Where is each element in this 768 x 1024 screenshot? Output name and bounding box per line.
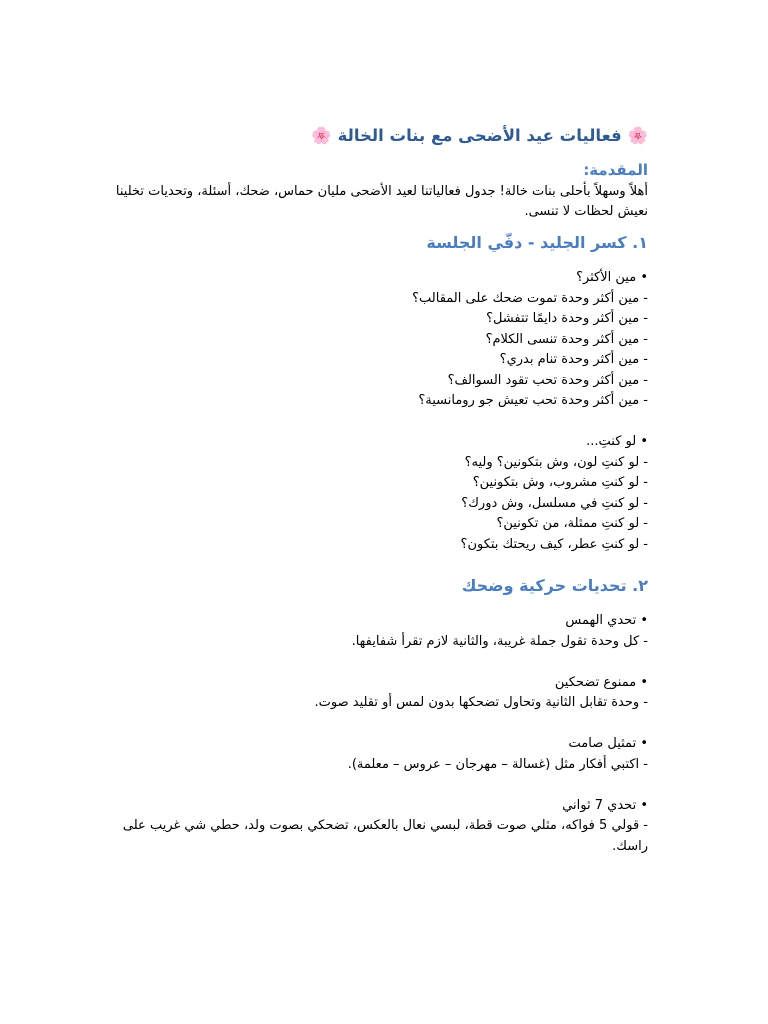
document-title: 🌸 فعاليات عيد الأضحى مع بنات الخالة 🌸 — [311, 126, 648, 145]
section2-body — [112, 611, 648, 857]
section1-heading: ١. كسر الجليد - دفّي الجلسة — [426, 233, 648, 252]
challenge-text: - كل وحدة تقول جملة غريبة، والثانية لازم تقرأ شفايفها. — [351, 633, 648, 649]
list-item: - مين أكثر وحدة تنام بدري؟ — [499, 352, 648, 367]
intro-paragraph: أهلاً وسهلاً بأحلى بنات خالة! جدول فعالياتنا لعيد الأضحى مليان حماس، ضحك، أسئلة، وتحديات تخلينا نعيش لحظات لا تنسى. — [115, 184, 648, 219]
list-item: - لو كنتِ ممثلة، من تكونين؟ — [496, 516, 648, 531]
document-body — [112, 118, 648, 857]
challenge-text: - اكتبي أفكار مثل (غسالة – مهرجان – عروس – معلمة). — [347, 756, 648, 772]
blank-line — [112, 652, 648, 673]
section1-body — [112, 268, 648, 555]
challenge-text: - قولي 5 فواكه، مثلي صوت قطة، لبسي نعال بالعكس، تضحكي بصوت ولد، حطي شي غريب على راسك. — [122, 818, 648, 854]
list-item: - مين أكثر وحدة دايمًا تتفشل؟ — [486, 311, 648, 326]
blank-line — [112, 775, 648, 796]
challenge-title: • تحدي 7 ثواني — [562, 797, 648, 813]
group-title-who-most: • مين الأكثر؟ — [576, 270, 648, 285]
challenge-title: • تحدي الهمس — [565, 613, 648, 628]
list-item: - مين أكثر وحدة تحب تعيش جو رومانسية؟ — [418, 393, 648, 408]
blank-line — [112, 714, 648, 735]
list-item: - لو كنتِ في مسلسل، وش دورك؟ — [461, 495, 648, 511]
list-item: - لو كنتِ عطر، كيف ريحتك بتكون؟ — [460, 536, 648, 552]
list-item: - لو كنتِ مشروب، وش بتكونين؟ — [472, 475, 648, 490]
list-item: - لو كنتِ لون، وش بتكونين؟ وليه؟ — [464, 454, 648, 470]
group-title-if-you-were: • لو كنتِ... — [586, 434, 648, 449]
challenge-title: • تمثيل صامت — [568, 736, 648, 751]
list-item: - مين أكثر وحدة تموت ضحك على المقالب؟ — [412, 290, 648, 306]
list-item: - مين أكثر وحدة تحب تقود السوالف؟ — [447, 372, 648, 388]
section2-heading: ٢. تحديات حركية وضحك — [461, 576, 648, 595]
challenge-title: • ممنوع تضحكين — [554, 674, 648, 690]
challenge-text: - وحدة تقابل الثانية وتحاول تضحكها بدون لمس أو تقليد صوت. — [314, 695, 648, 710]
intro-heading: المقدمة: — [583, 161, 648, 179]
list-item: - مين أكثر وحدة تنسى الكلام؟ — [485, 331, 648, 347]
blank-line — [112, 412, 648, 433]
